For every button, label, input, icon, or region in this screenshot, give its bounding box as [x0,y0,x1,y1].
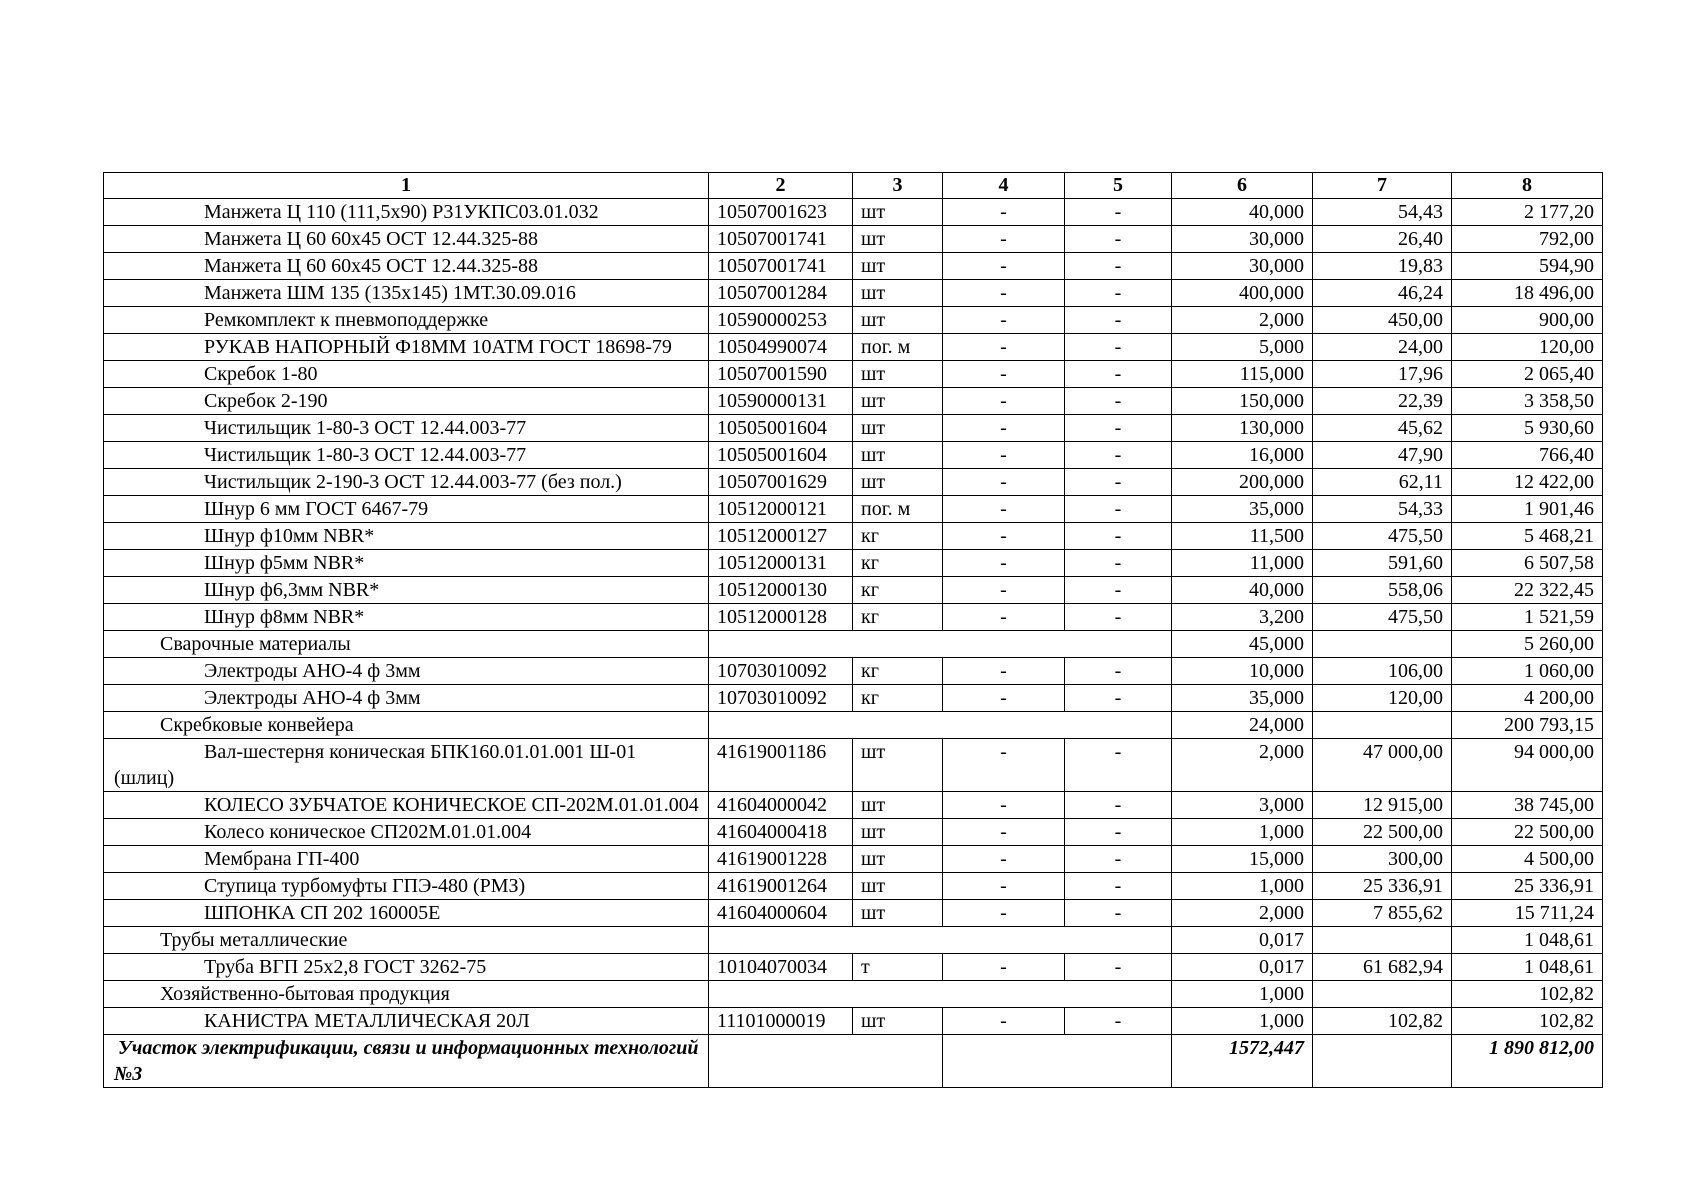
item-name-cell: Шнур ф5мм NBR* [104,550,709,577]
col4-cell: - [943,1008,1065,1035]
item-code-cell: 10507001284 [709,280,853,307]
price-cell: 22 500,00 [1313,819,1452,846]
unit-cell: шт [853,388,943,415]
table-row [104,307,1603,334]
blank-cell [1313,981,1452,1008]
header-cell: 1 [104,173,709,199]
item-code-cell: 10505001604 [709,415,853,442]
header-row [104,173,1603,199]
col5-cell: - [1065,739,1172,792]
price-cell: 7 855,62 [1313,900,1452,927]
unit-cell: шт [853,739,943,792]
quantity-cell: 130,000 [1172,415,1313,442]
table-row [104,873,1603,900]
item-code-cell: 10703010092 [709,658,853,685]
table-row [104,819,1603,846]
price-cell: 12 915,00 [1313,792,1452,819]
blank-cell [943,1035,1172,1088]
header-cell: 6 [1172,173,1313,199]
quantity-cell: 16,000 [1172,442,1313,469]
unit-cell: кг [853,523,943,550]
item-code-cell: 10507001741 [709,226,853,253]
col5-cell: - [1065,577,1172,604]
sum-cell: 22 500,00 [1452,819,1603,846]
item-code-cell: 10507001590 [709,361,853,388]
quantity-cell: 2,000 [1172,900,1313,927]
quantity-cell: 35,000 [1172,496,1313,523]
col4-cell: - [943,442,1065,469]
quantity-cell: 2,000 [1172,307,1313,334]
item-name-cell: Хозяйственно-бытовая продукция [104,981,709,1008]
item-code-cell: 10504990074 [709,334,853,361]
sum-cell: 792,00 [1452,226,1603,253]
item-code-cell: 41604000604 [709,900,853,927]
item-code-cell: 41619001186 [709,739,853,792]
col4-cell: - [943,523,1065,550]
quantity-cell: 1,000 [1172,981,1313,1008]
item-code-cell: 41604000042 [709,792,853,819]
col5-cell: - [1065,954,1172,981]
quantity-cell: 1,000 [1172,1008,1313,1035]
col4-cell: - [943,415,1065,442]
unit-cell: пог. м [853,496,943,523]
group-row [104,927,1603,954]
col5-cell: - [1065,280,1172,307]
unit-cell: кг [853,685,943,712]
price-cell: 17,96 [1313,361,1452,388]
col5-cell: - [1065,873,1172,900]
sum-cell: 5 260,00 [1452,631,1603,658]
item-name-cell: Чистильщик 1-80-3 ОСТ 12.44.003-77 [104,415,709,442]
unit-cell: шт [853,469,943,496]
item-name-cell: Ступица турбомуфты ГПЭ-480 (РМЗ) [104,873,709,900]
col4-cell: - [943,469,1065,496]
col4-cell: - [943,496,1065,523]
sum-cell: 1 521,59 [1452,604,1603,631]
col4-cell: - [943,226,1065,253]
table-row [104,1008,1603,1035]
quantity-cell: 400,000 [1172,280,1313,307]
sum-cell: 766,40 [1452,442,1603,469]
quantity-cell: 45,000 [1172,631,1313,658]
sum-cell: 5 468,21 [1452,523,1603,550]
table-row [104,523,1603,550]
quantity-cell: 24,000 [1172,712,1313,739]
blank-cell [709,1035,943,1088]
quantity-cell: 1572,447 [1172,1035,1313,1088]
price-cell: 54,33 [1313,496,1452,523]
price-cell: 450,00 [1313,307,1452,334]
price-cell: 120,00 [1313,685,1452,712]
col4-cell: - [943,819,1065,846]
col4-cell: - [943,900,1065,927]
quantity-cell: 40,000 [1172,577,1313,604]
col4-cell: - [943,604,1065,631]
item-code-cell: 10507001741 [709,253,853,280]
quantity-cell: 11,500 [1172,523,1313,550]
item-name-cell: Шнур ф8мм NBR* [104,604,709,631]
item-code-cell: 41619001228 [709,846,853,873]
unit-cell: шт [853,361,943,388]
col5-cell: - [1065,550,1172,577]
item-name-cell: КОЛЕСО ЗУБЧАТОЕ КОНИЧЕСКОЕ СП-202М.01.01.004 [104,792,709,819]
unit-cell: кг [853,604,943,631]
price-cell: 54,43 [1313,199,1452,226]
col4-cell: - [943,280,1065,307]
sum-cell: 1 890 812,00 [1452,1035,1603,1088]
col5-cell: - [1065,469,1172,496]
item-name-cell: Шнур ф10мм NBR* [104,523,709,550]
unit-cell: т [853,954,943,981]
unit-cell: шт [853,226,943,253]
price-cell: 22,39 [1313,388,1452,415]
item-code-cell: 41619001264 [709,873,853,900]
quantity-cell: 10,000 [1172,658,1313,685]
col5-cell: - [1065,819,1172,846]
sum-cell: 12 422,00 [1452,469,1603,496]
header-cell: 7 [1313,173,1452,199]
col5-cell: - [1065,685,1172,712]
price-cell: 475,50 [1313,523,1452,550]
unit-cell: шт [853,415,943,442]
col5-cell: - [1065,226,1172,253]
item-name-cell: Колесо коническое СП202М.01.01.004 [104,819,709,846]
table-row [104,361,1603,388]
item-code-cell: 10512000131 [709,550,853,577]
col4-cell: - [943,577,1065,604]
col4-cell: - [943,550,1065,577]
unit-cell: шт [853,846,943,873]
price-cell: 558,06 [1313,577,1452,604]
col5-cell: - [1065,334,1172,361]
quantity-cell: 200,000 [1172,469,1313,496]
item-code-cell: 10512000121 [709,496,853,523]
header-cell: 5 [1065,173,1172,199]
item-name-cell: Сварочные материалы [104,631,709,658]
header-cell: 3 [853,173,943,199]
table-row [104,442,1603,469]
sum-cell: 18 496,00 [1452,280,1603,307]
col4-cell: - [943,846,1065,873]
col5-cell: - [1065,388,1172,415]
price-cell: 591,60 [1313,550,1452,577]
item-code-cell: 10590000131 [709,388,853,415]
unit-cell: шт [853,442,943,469]
price-cell: 46,24 [1313,280,1452,307]
sum-cell: 38 745,00 [1452,792,1603,819]
col5-cell: - [1065,846,1172,873]
item-name-cell: Манжета Ц 60 60х45 ОСТ 12.44.325-88 [104,226,709,253]
item-name-cell: Ремкомплект к пневмоподдержке [104,307,709,334]
quantity-cell: 30,000 [1172,253,1313,280]
price-cell: 61 682,94 [1313,954,1452,981]
item-name-cell: Электроды АНО-4 ф 3мм [104,685,709,712]
table-row [104,199,1603,226]
item-code-cell: 10512000127 [709,523,853,550]
quantity-cell: 15,000 [1172,846,1313,873]
section-total-row [104,1035,1603,1088]
table-row [104,792,1603,819]
price-cell: 102,82 [1313,1008,1452,1035]
item-code-cell: 11101000019 [709,1008,853,1035]
quantity-cell: 0,017 [1172,954,1313,981]
sum-cell: 25 336,91 [1452,873,1603,900]
item-name-cell: Шнур 6 мм ГОСТ 6467-79 [104,496,709,523]
quantity-cell: 30,000 [1172,226,1313,253]
table-row [104,226,1603,253]
item-code-cell: 10512000130 [709,577,853,604]
sum-cell: 900,00 [1452,307,1603,334]
unit-cell: шт [853,1008,943,1035]
sum-cell: 200 793,15 [1452,712,1603,739]
sum-cell: 2 177,20 [1452,199,1603,226]
sum-cell: 15 711,24 [1452,900,1603,927]
price-cell: 25 336,91 [1313,873,1452,900]
quantity-cell: 3,000 [1172,792,1313,819]
blank-cell [1313,927,1452,954]
quantity-cell: 35,000 [1172,685,1313,712]
item-name-cell: Манжета ШМ 135 (135х145) 1МТ.30.09.016 [104,280,709,307]
item-name-cell: Манжета Ц 60 60х45 ОСТ 12.44.325-88 [104,253,709,280]
item-name-cell: Трубы металлические [104,927,709,954]
unit-cell: шт [853,253,943,280]
item-name-cell: ШПОНКА СП 202 160005Е [104,900,709,927]
col4-cell: - [943,658,1065,685]
table-row [104,253,1603,280]
unit-cell: кг [853,577,943,604]
header-cell: 8 [1452,173,1603,199]
sum-cell: 102,82 [1452,1008,1603,1035]
sum-cell: 4 500,00 [1452,846,1603,873]
item-name-cell: Чистильщик 2-190-3 ОСТ 12.44.003-77 (без пол.) [104,469,709,496]
item-name-cell: Скребковые конвейера [104,712,709,739]
price-cell: 45,62 [1313,415,1452,442]
materials-table [103,172,1603,1088]
unit-cell: шт [853,900,943,927]
sum-cell: 120,00 [1452,334,1603,361]
col4-cell: - [943,388,1065,415]
col5-cell: - [1065,307,1172,334]
col5-cell: - [1065,792,1172,819]
table-row [104,496,1603,523]
quantity-cell: 0,017 [1172,927,1313,954]
sum-cell: 1 060,00 [1452,658,1603,685]
table-row [104,469,1603,496]
table-row [104,739,1603,792]
blank-cell [1313,1035,1452,1088]
item-name-cell: Манжета Ц 110 (111,5х90) Р31УКПС03.01.032 [104,199,709,226]
price-cell: 47,90 [1313,442,1452,469]
item-name-cell: Мембрана ГП-400 [104,846,709,873]
item-code-cell: 10507001623 [709,199,853,226]
col5-cell: - [1065,604,1172,631]
item-code-cell: 10505001604 [709,442,853,469]
blank-cell [709,712,1172,739]
sum-cell: 594,90 [1452,253,1603,280]
item-name-cell: Скребок 2-190 [104,388,709,415]
unit-cell: шт [853,280,943,307]
sum-cell: 6 507,58 [1452,550,1603,577]
col5-cell: - [1065,900,1172,927]
table-body [104,199,1603,1088]
quantity-cell: 1,000 [1172,873,1313,900]
item-name-cell: РУКАВ НАПОРНЫЙ Ф18ММ 10АТМ ГОСТ 18698-79 [104,334,709,361]
header-cell: 4 [943,173,1065,199]
unit-cell: шт [853,199,943,226]
item-name-cell: Шнур ф6,3мм NBR* [104,577,709,604]
col4-cell: - [943,361,1065,388]
table-row [104,388,1603,415]
quantity-cell: 1,000 [1172,819,1313,846]
item-name-cell: КАНИСТРА МЕТАЛЛИЧЕСКАЯ 20Л [104,1008,709,1035]
unit-cell: шт [853,873,943,900]
blank-cell [709,981,1172,1008]
unit-cell: пог. м [853,334,943,361]
col5-cell: - [1065,442,1172,469]
blank-cell [1313,712,1452,739]
table-row [104,658,1603,685]
price-cell: 26,40 [1313,226,1452,253]
sum-cell: 22 322,45 [1452,577,1603,604]
table-row [104,846,1603,873]
sum-cell: 2 065,40 [1452,361,1603,388]
col5-cell: - [1065,253,1172,280]
price-cell: 47 000,00 [1313,739,1452,792]
sum-cell: 1 901,46 [1452,496,1603,523]
col4-cell: - [943,253,1065,280]
group-row [104,631,1603,658]
sum-cell: 102,82 [1452,981,1603,1008]
table-row [104,280,1603,307]
group-row [104,981,1603,1008]
table-row [104,550,1603,577]
col4-cell: - [943,792,1065,819]
blank-cell [709,631,1172,658]
col5-cell: - [1065,1008,1172,1035]
sum-cell: 94 000,00 [1452,739,1603,792]
item-code-cell: 10590000253 [709,307,853,334]
col5-cell: - [1065,361,1172,388]
unit-cell: кг [853,550,943,577]
sum-cell: 3 358,50 [1452,388,1603,415]
quantity-cell: 150,000 [1172,388,1313,415]
group-row [104,712,1603,739]
item-code-cell: 41604000418 [709,819,853,846]
col4-cell: - [943,685,1065,712]
item-code-cell: 10507001629 [709,469,853,496]
quantity-cell: 2,000 [1172,739,1313,792]
table-row [104,334,1603,361]
col5-cell: - [1065,658,1172,685]
item-name-cell: Труба ВГП 25х2,8 ГОСТ 3262-75 [104,954,709,981]
quantity-cell: 11,000 [1172,550,1313,577]
col4-cell: - [943,334,1065,361]
table-row [104,954,1603,981]
price-cell: 300,00 [1313,846,1452,873]
table-row [104,685,1603,712]
quantity-cell: 5,000 [1172,334,1313,361]
item-name-cell: Электроды АНО-4 ф 3мм [104,658,709,685]
blank-cell [709,927,1172,954]
price-cell: 62,11 [1313,469,1452,496]
item-code-cell: 10104070034 [709,954,853,981]
price-cell: 475,50 [1313,604,1452,631]
item-code-cell: 10703010092 [709,685,853,712]
table-row [104,415,1603,442]
unit-cell: шт [853,819,943,846]
table-row [104,604,1603,631]
sum-cell: 5 930,60 [1452,415,1603,442]
table-row [104,577,1603,604]
quantity-cell: 115,000 [1172,361,1313,388]
price-cell: 19,83 [1313,253,1452,280]
item-name-cell: Участок электрификации, связи и информационных технологий №3 [104,1035,709,1088]
sum-cell: 4 200,00 [1452,685,1603,712]
blank-cell [1313,631,1452,658]
quantity-cell: 40,000 [1172,199,1313,226]
col4-cell: - [943,307,1065,334]
sum-cell: 1 048,61 [1452,954,1603,981]
item-name-cell: Скребок 1-80 [104,361,709,388]
price-cell: 106,00 [1313,658,1452,685]
col5-cell: - [1065,199,1172,226]
unit-cell: шт [853,307,943,334]
unit-cell: шт [853,792,943,819]
item-name-cell: Вал-шестерня коническая БПК160.01.01.001 Ш-01 (шлиц) [104,739,709,792]
col4-cell: - [943,739,1065,792]
col5-cell: - [1065,523,1172,550]
col4-cell: - [943,954,1065,981]
col5-cell: - [1065,496,1172,523]
col4-cell: - [943,873,1065,900]
price-cell: 24,00 [1313,334,1452,361]
quantity-cell: 3,200 [1172,604,1313,631]
sum-cell: 1 048,61 [1452,927,1603,954]
item-code-cell: 10512000128 [709,604,853,631]
table-row [104,900,1603,927]
col4-cell: - [943,199,1065,226]
unit-cell: кг [853,658,943,685]
col5-cell: - [1065,415,1172,442]
item-name-cell: Чистильщик 1-80-3 ОСТ 12.44.003-77 [104,442,709,469]
header-cell: 2 [709,173,853,199]
